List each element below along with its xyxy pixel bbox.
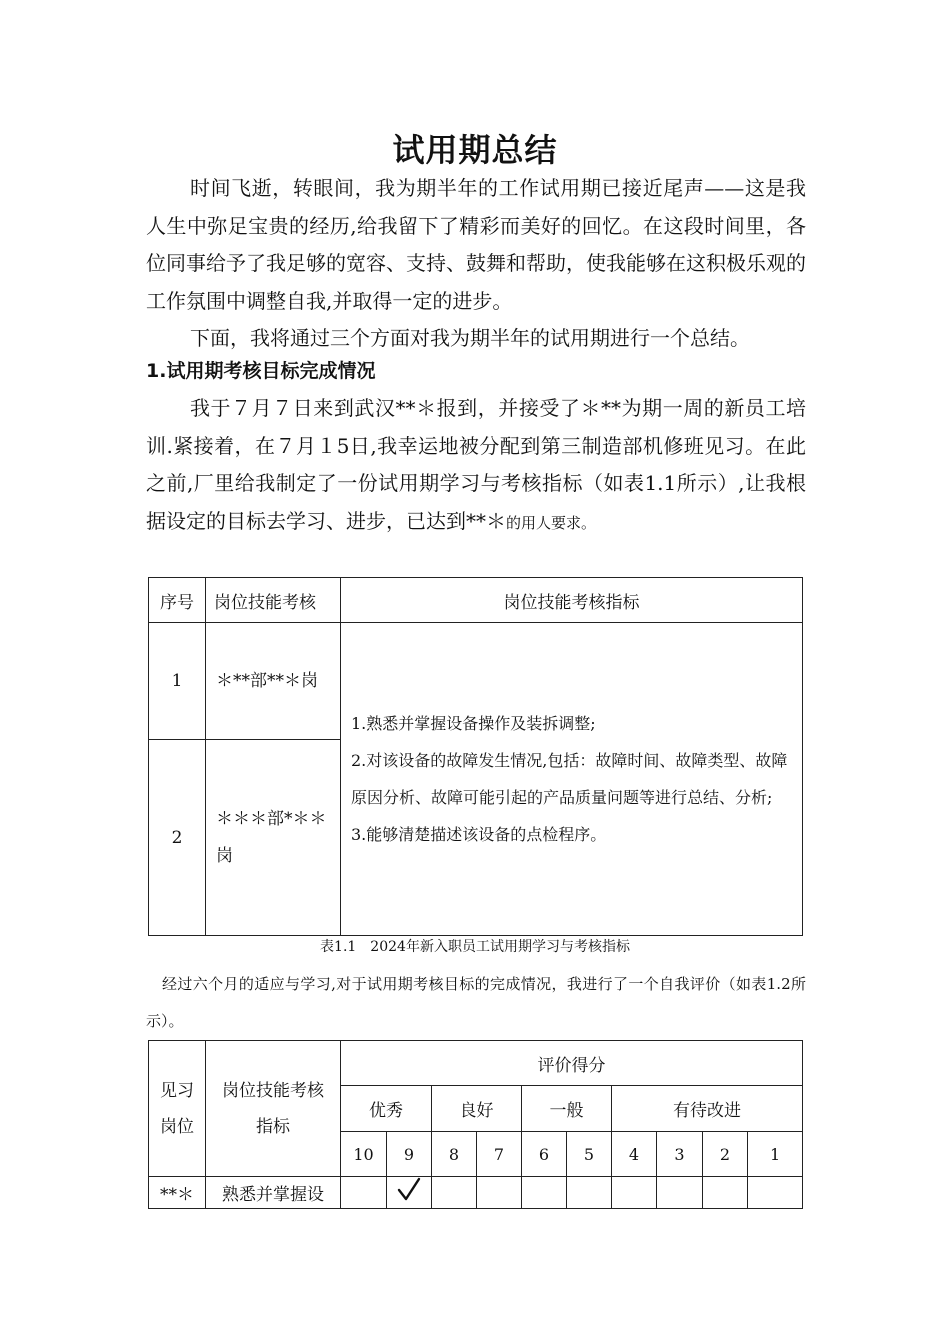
table2-row1-cell-8: [432, 1177, 477, 1209]
table2-row1-post: **＊: [149, 1177, 206, 1209]
table1-caption: 表1.1 2024年新入职员工试用期学习与考核指标: [320, 939, 630, 955]
table2-score-3: 3: [657, 1132, 703, 1177]
table2-row1-cell-6: [522, 1177, 567, 1209]
table1-header-no: 序号: [149, 578, 206, 623]
table2-row1-cell-10: [341, 1177, 387, 1209]
section1-paragraph-tail: 的用人要求。: [506, 513, 597, 532]
table1-row1-no: 1: [149, 623, 206, 740]
self-evaluation-table: [148, 1040, 803, 1209]
table2-score-1: 1: [748, 1132, 803, 1177]
table2-group-good: 良好: [432, 1086, 522, 1132]
table1-header-job: 岗位技能考核: [206, 578, 341, 623]
page-title: 试用期总结: [392, 131, 558, 169]
table2-score-6: 6: [522, 1132, 567, 1177]
table1-header-indicator: 岗位技能考核指标: [341, 578, 803, 623]
table2-row1-cell-2: [703, 1177, 748, 1209]
self-evaluation-paragraph: 经过六个月的适应与学习,对于试用期考核目标的完成情况，我进行了一个自我评价（如表1.2所示）。: [146, 975, 806, 1030]
table2-score-8: 8: [432, 1132, 477, 1177]
table1-row1-job: ＊**部**＊岗: [206, 623, 341, 740]
table2-row1-cell-3: [657, 1177, 703, 1209]
table1-indicators-cell: [341, 623, 803, 936]
checkmark-icon: [396, 1177, 422, 1203]
table2-score-10: 10: [341, 1132, 387, 1177]
table2-header-score: 评价得分: [341, 1041, 803, 1086]
table1-indicator-2: 2.对该设备的故障发生情况,包括：故障时间、故障类型、故障原因分析、故障可能引起的产品质量问题等进行总结、分析;: [351, 751, 788, 807]
assessment-indicator-table: [148, 577, 803, 936]
table2-score-2: 2: [703, 1132, 748, 1177]
section1-heading: 1.试用期考核目标完成情况: [146, 360, 376, 382]
table1-row2-job: ＊＊＊部*＊＊岗: [206, 740, 341, 936]
table2-row1-cell-9: [387, 1177, 432, 1209]
table2-group-average: 一般: [522, 1086, 612, 1132]
table2-row1-cell-5: [567, 1177, 612, 1209]
table2-row1-cell-4: [612, 1177, 657, 1209]
section1-paragraph-main: 我于７月７日来到武汉**＊报到，并接受了＊**为期一周的新员工培训.紧接着，在７月１5日,我幸运地被分配到第三制造部机修班见习。在此之前,厂里给我制定了一份试用期学习与考核指标（如表1.1所示）,让我根据设定的目标去学习、进步，已达到**＊: [146, 396, 806, 533]
table2-score-9: 9: [387, 1132, 432, 1177]
table2-row1-indicator: 熟悉并掌握设: [206, 1177, 341, 1209]
table2-header-post: 见习岗位: [149, 1041, 206, 1177]
table2-score-7: 7: [477, 1132, 522, 1177]
table2-score-5: 5: [567, 1132, 612, 1177]
table1-indicator-3: 3.能够清楚描述该设备的点检程序。: [351, 825, 607, 844]
table2-group-excellent: 优秀: [341, 1086, 432, 1132]
table1-indicator-1: 1.熟悉并掌握设备操作及装拆调整;: [351, 714, 596, 733]
table2-header-indicator: 岗位技能考核指标: [206, 1041, 341, 1177]
section1-paragraph: [146, 390, 806, 542]
table2-row1-cell-7: [477, 1177, 522, 1209]
overview-paragraph: 下面，我将通过三个方面对我为期半年的试用期进行一个总结。: [190, 326, 750, 350]
intro-paragraph: 时间飞逝，转眼间，我为期半年的工作试用期已接近尾声——这是我人生中弥足宝贵的经历,给我留下了精彩而美好的回忆。在这段时间里，各位同事给予了我足够的宽容、支持、鼓舞和帮助，使我能够在这积极乐观的工作氛围中调整自我,并取得一定的进步。: [146, 176, 806, 313]
table2-score-4: 4: [612, 1132, 657, 1177]
table2-row1-cell-1: [748, 1177, 803, 1209]
table2-group-needs-improvement: 有待改进: [612, 1086, 803, 1132]
table1-row2-no: 2: [149, 740, 206, 936]
